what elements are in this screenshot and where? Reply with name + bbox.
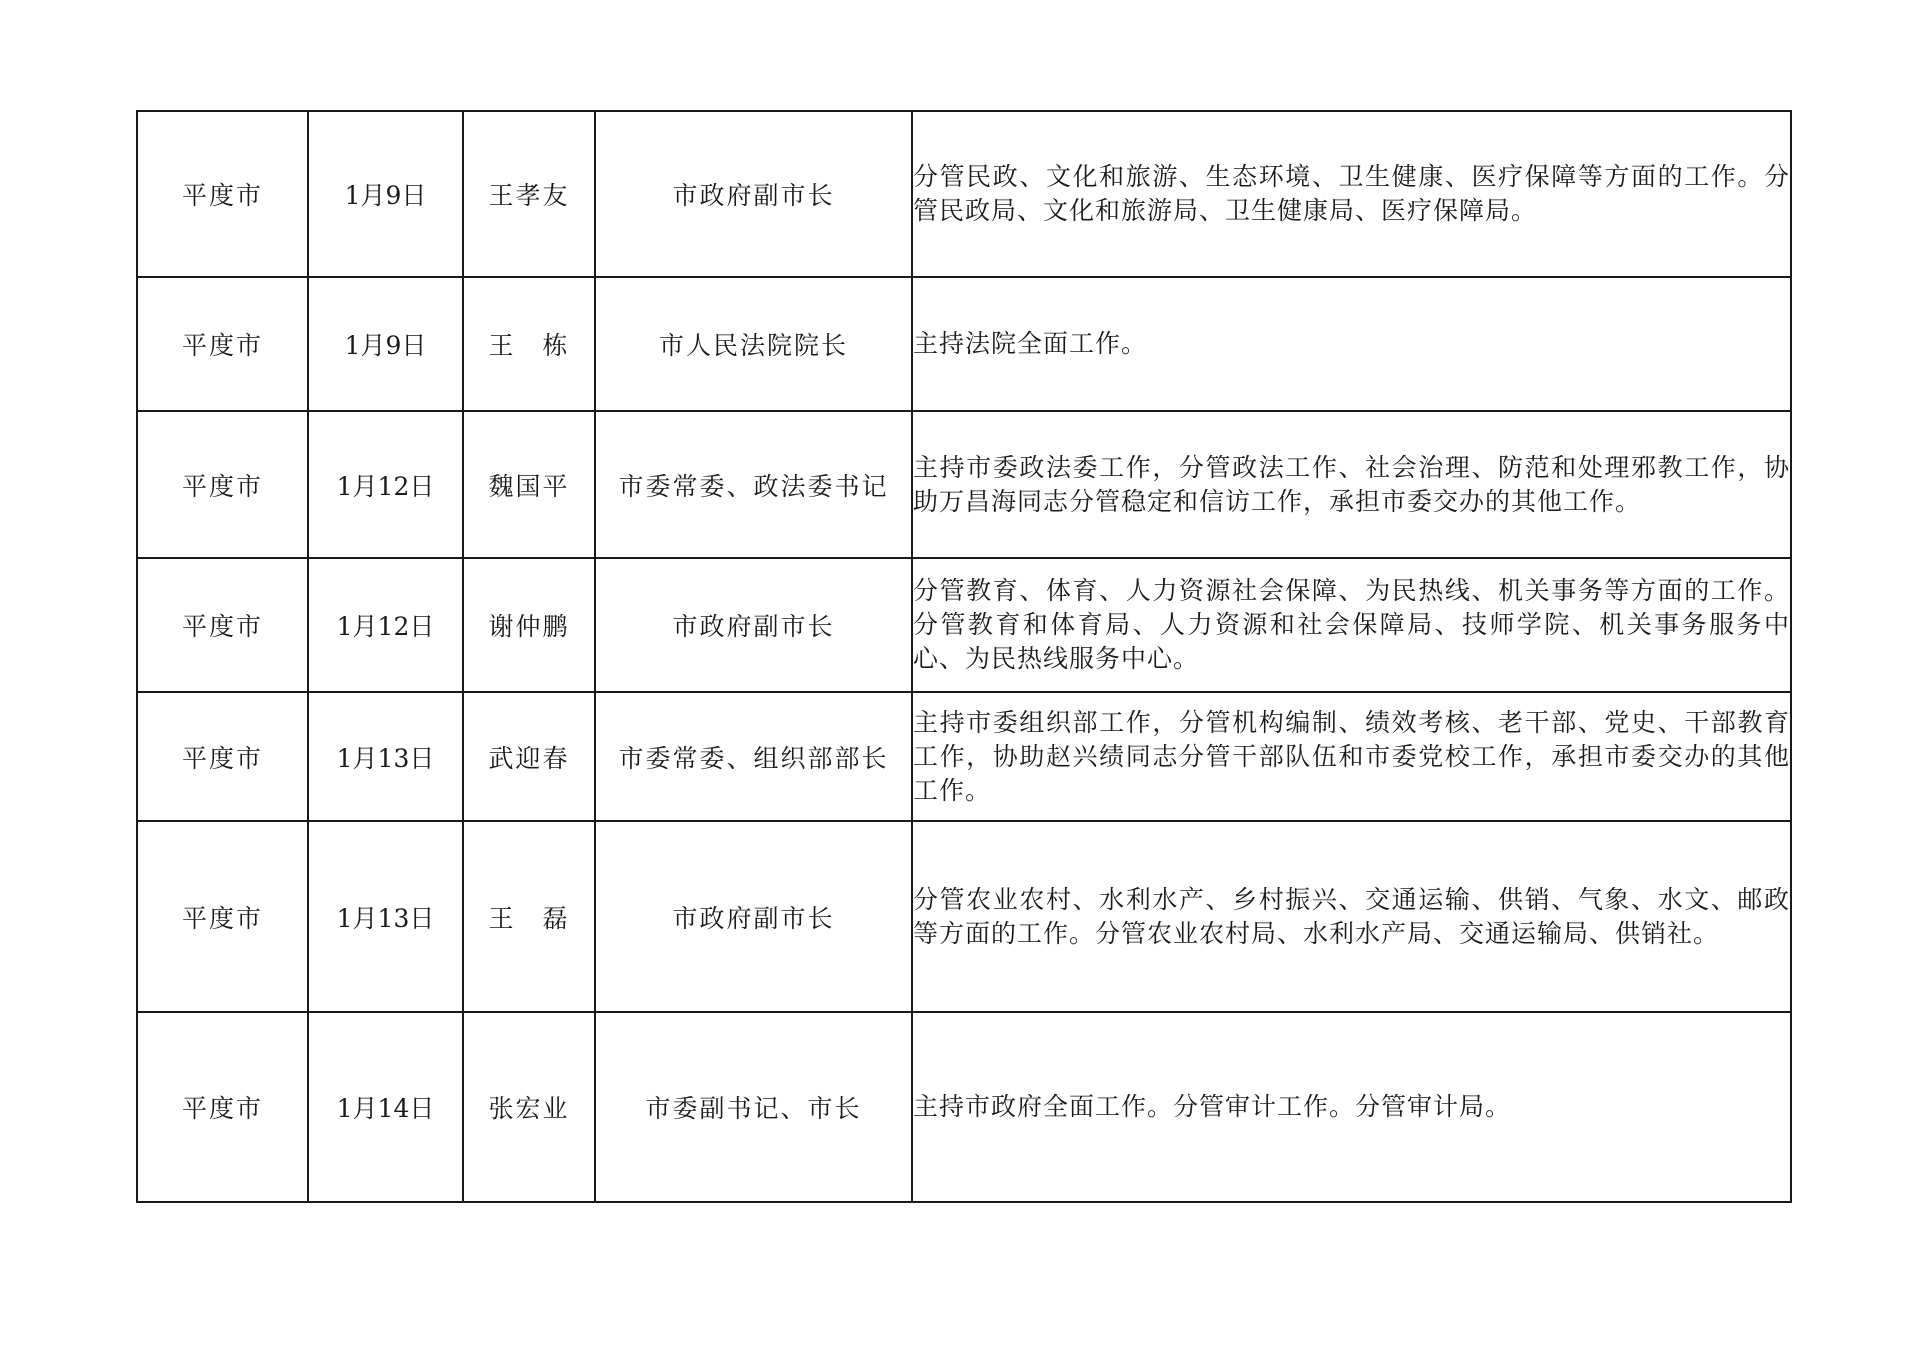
cell-duties: 分管民政、文化和旅游、生态环境、卫生健康、医疗保障等方面的工作。分管民政局、文化和旅游局、卫生健康局、医疗保障局。 [912,111,1791,277]
cell-position: 市委常委、政法委书记 [595,411,912,558]
cell-name: 武迎春 [463,692,595,821]
table-row [137,111,1791,277]
cell-date: 1月9日 [308,277,463,411]
cell-name: 王 栋 [463,277,595,411]
officials-table [136,110,1792,1203]
cell-position: 市政府副市长 [595,821,912,1012]
cell-date: 1月13日 [308,821,463,1012]
cell-name: 魏国平 [463,411,595,558]
cell-position: 市委常委、组织部部长 [595,692,912,821]
cell-name: 王孝友 [463,111,595,277]
cell-duties: 分管农业农村、水利水产、乡村振兴、交通运输、供销、气象、水文、邮政等方面的工作。分管农业农村局、水利水产局、交通运输局、供销社。 [912,821,1791,1012]
cell-position: 市人民法院院长 [595,277,912,411]
cell-duties: 主持法院全面工作。 [912,277,1791,411]
cell-city: 平度市 [137,277,308,411]
cell-date: 1月12日 [308,411,463,558]
table-row [137,1012,1791,1202]
cell-position: 市委副书记、市长 [595,1012,912,1202]
cell-duties: 分管教育、体育、人力资源社会保障、为民热线、机关事务等方面的工作。分管教育和体育局、人力资源和社会保障局、技师学院、机关事务服务中心、为民热线服务中心。 [912,558,1791,692]
cell-date: 1月14日 [308,1012,463,1202]
cell-position: 市政府副市长 [595,111,912,277]
cell-duties: 主持市委政法委工作，分管政法工作、社会治理、防范和处理邪教工作，协助万昌海同志分管稳定和信访工作，承担市委交办的其他工作。 [912,411,1791,558]
cell-date: 1月13日 [308,692,463,821]
cell-duties: 主持市委组织部工作，分管机构编制、绩效考核、老干部、党史、干部教育工作，协助赵兴绩同志分管干部队伍和市委党校工作，承担市委交办的其他工作。 [912,692,1791,821]
cell-duties: 主持市政府全面工作。分管审计工作。分管审计局。 [912,1012,1791,1202]
table-row [137,558,1791,692]
cell-date: 1月12日 [308,558,463,692]
cell-city: 平度市 [137,821,308,1012]
cell-city: 平度市 [137,411,308,558]
table-row [137,821,1791,1012]
cell-name: 张宏业 [463,1012,595,1202]
cell-city: 平度市 [137,111,308,277]
table-row [137,692,1791,821]
cell-name: 谢仲鹏 [463,558,595,692]
cell-city: 平度市 [137,558,308,692]
table-row [137,411,1791,558]
cell-city: 平度市 [137,1012,308,1202]
cell-date: 1月9日 [308,111,463,277]
table-row [137,277,1791,411]
cell-city: 平度市 [137,692,308,821]
cell-name: 王 磊 [463,821,595,1012]
cell-position: 市政府副市长 [595,558,912,692]
